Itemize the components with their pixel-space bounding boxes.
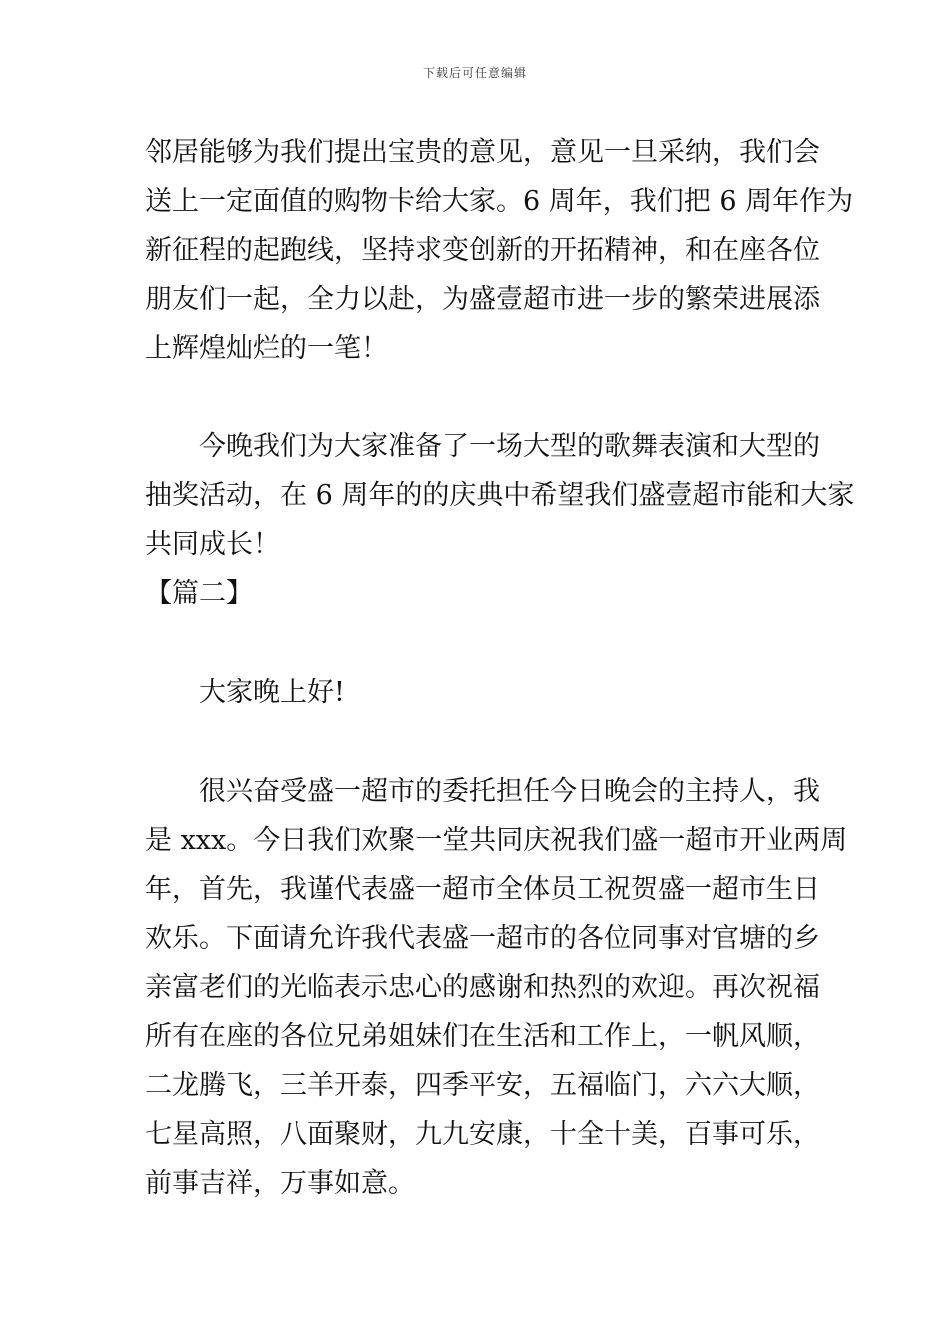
text-line: 二龙腾飞，三羊开泰，四季平安，五福临门，六六大顺， xyxy=(145,1070,820,1101)
text-line: 邻居能够为我们提出宝贵的意见，意见一旦采纳，我们会 xyxy=(145,137,820,168)
text-line: 是 xxx。今日我们欢聚一堂共同庆祝我们盛一超市开业两周 xyxy=(145,825,848,856)
text-line: 共同成长！ xyxy=(145,529,280,560)
text-line: 年，首先，我谨代表盛一超市全体员工祝贺盛一超市生日 xyxy=(145,874,820,905)
text-line: 七星高照，八面聚财，九九安康，十全十美，百事可乐， xyxy=(145,1119,820,1150)
greeting: 大家晚上好! xyxy=(199,677,345,708)
text-line: 送上一定面值的购物卡给大家。6 周年，我们把 6 周年作为 xyxy=(145,186,854,217)
document-body xyxy=(145,128,855,1208)
paragraph-1 xyxy=(145,128,854,373)
text-line: 很兴奋受盛一超市的委托担任今日晚会的主持人，我 xyxy=(199,776,820,807)
page-header: 下载后可任意编辑 xyxy=(422,66,527,80)
text-line: 所有在座的各位兄弟姐妹们在生活和工作上，一帆风顺， xyxy=(145,1021,820,1052)
text-line: 朋友们一起，全力以赴，为盛壹超市进一步的繁荣进展添 xyxy=(145,284,820,315)
text-line: 前事吉祥，万事如意。 xyxy=(145,1168,415,1199)
text-line: 欢乐。下面请允许我代表盛一超市的各位同事对官塘的乡 xyxy=(145,923,820,954)
paragraph-2 xyxy=(145,422,855,569)
text-line: 抽奖活动，在 6 周年的的庆典中希望我们盛壹超市能和大家 xyxy=(145,480,855,511)
text-line: 上辉煌灿烂的一笔！ xyxy=(145,333,388,364)
section-title: 【篇二】 xyxy=(145,578,253,609)
paragraph-3 xyxy=(145,767,848,1208)
text-line: 今晚我们为大家准备了一场大型的歌舞表演和大型的 xyxy=(199,431,820,462)
text-line: 新征程的起跑线，坚持求变创新的开拓精神，和在座各位 xyxy=(145,235,820,266)
text-line: 亲富老们的光临表示忠心的感谢和热烈的欢迎。再次祝福 xyxy=(145,972,820,1003)
